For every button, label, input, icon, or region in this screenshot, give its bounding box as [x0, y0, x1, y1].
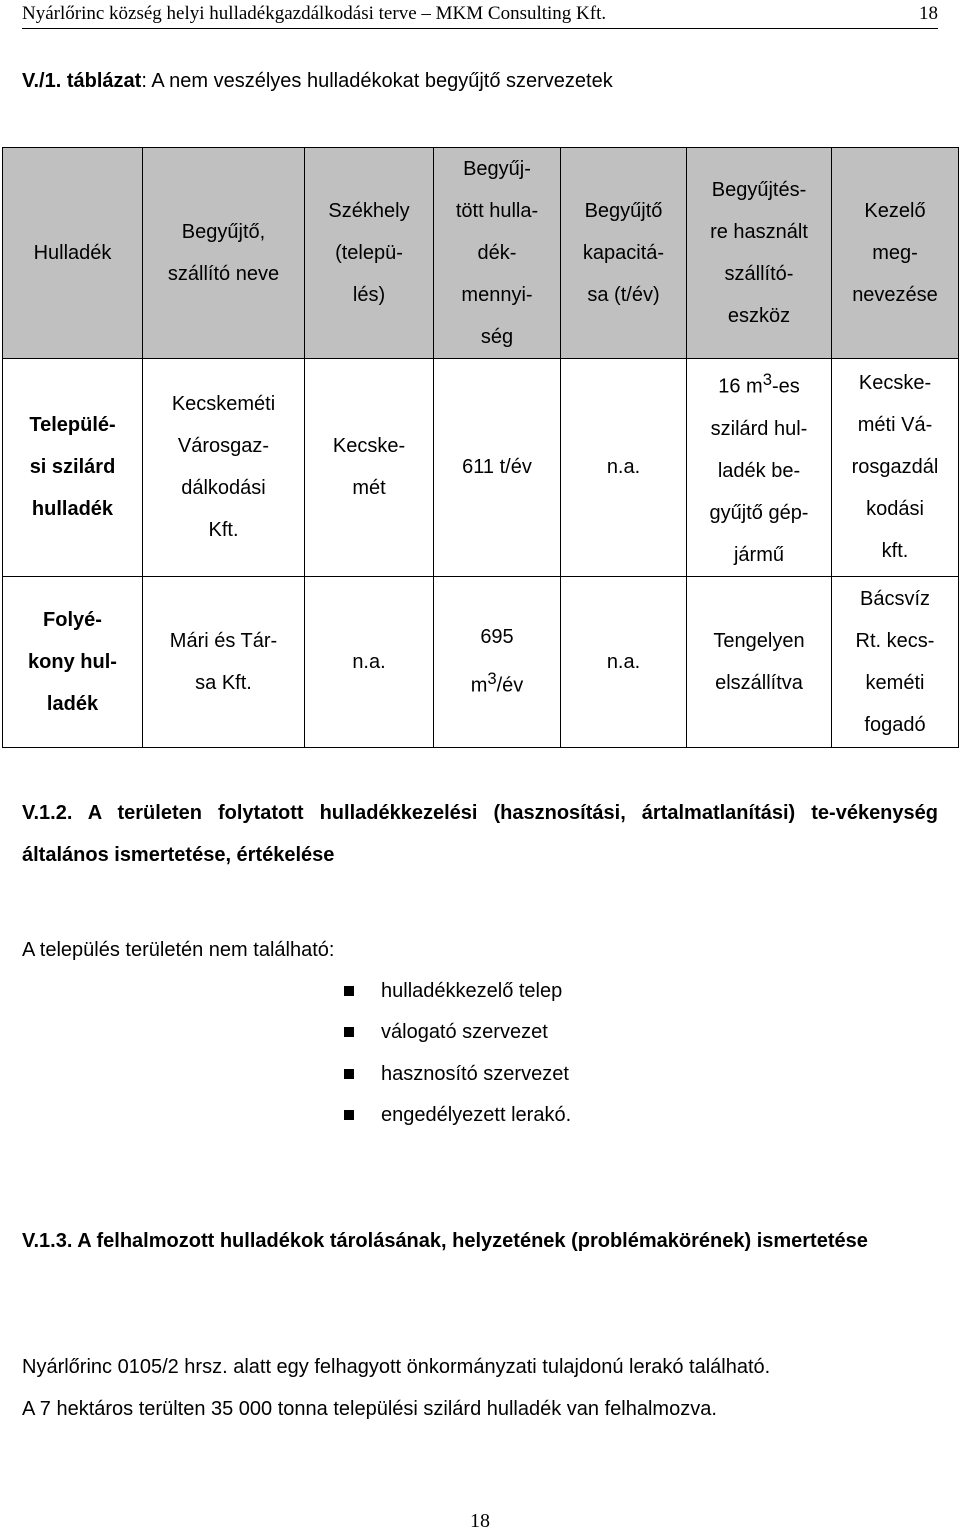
- table-row: [3, 576, 959, 747]
- square-bullet-icon: [344, 986, 354, 996]
- amount-post: /év: [496, 674, 524, 697]
- list-item: [344, 1012, 571, 1053]
- header-cell-handler: Kezelő meg- nevezése: [832, 148, 959, 359]
- caption-text: : A nem veszélyes hulladékokat begyűjtő szervezetek: [141, 70, 613, 92]
- list-item: [344, 1095, 571, 1136]
- section-1-3-title: V.1.3. A felhalmozott hulladékok tárolásának, helyzetének (problémakörének) ismertetése: [22, 1230, 868, 1252]
- table-caption: [22, 66, 613, 96]
- header-title: Nyárlőrinc község helyi hulladékgazdálkodási terve – MKM Consulting Kft.: [22, 3, 607, 24]
- list-item-text: válogató szervezet: [381, 1021, 548, 1044]
- header-cell-capacity: Begyűjtő kapacitá- sa (t/év): [561, 148, 687, 359]
- square-bullet-icon: [344, 1069, 354, 1079]
- header-page-number: 18: [919, 3, 938, 24]
- list-item: [344, 971, 571, 1012]
- cell-seat: Kecske- mét: [305, 359, 434, 577]
- cell-vehicle: Tengelyen elszállítva: [687, 576, 832, 747]
- header-cell-seat: Székhely (telepü- lés): [305, 148, 434, 359]
- vehicle-sup: 3: [762, 370, 772, 389]
- collectors-table: [2, 147, 959, 748]
- cell-amount: 611 t/év: [434, 359, 561, 577]
- section-1-2-intro: A település területén nem található:: [22, 939, 335, 961]
- amount-sup: 3: [487, 669, 497, 689]
- header-cell-collector: Begyűjtő, szállító neve: [143, 148, 305, 359]
- cell-capacity: n.a.: [561, 359, 687, 577]
- not-found-list: [344, 971, 571, 1136]
- cell-vehicle: [687, 359, 832, 577]
- running-header: [22, 0, 938, 29]
- cell-waste: Települé- si szilárd hulladék: [3, 359, 143, 577]
- caption-prefix: V./1. táblázat: [22, 70, 142, 92]
- section-1-3-paragraph: A 7 hektáros terülten 35 000 tonna települési szilárd hulladék van felhalmozva.: [22, 1398, 717, 1420]
- cell-waste: Folyé- kony hul- ladék: [3, 576, 143, 747]
- table-header-row: [3, 148, 959, 359]
- section-1-3-paragraph: Nyárlőrinc 0105/2 hrsz. alatt egy felhagyott önkormányzati tulajdonú lerakó található.: [22, 1356, 771, 1378]
- footer-page-number: 18: [470, 1510, 490, 1532]
- list-item-text: engedélyezett lerakó.: [381, 1103, 572, 1126]
- cell-seat: n.a.: [305, 576, 434, 747]
- cell-handler: Kecske- méti Vá- rosgazdál kodási kft.: [832, 359, 959, 577]
- cell-collector: Kecskeméti Városgaz- dálkodási Kft.: [143, 359, 305, 577]
- square-bullet-icon: [344, 1110, 354, 1120]
- amount-pre: 695 m: [470, 626, 514, 697]
- list-item-text: hulladékkezelő telep: [381, 980, 563, 1002]
- cell-collector: Mári és Tár- sa Kft.: [143, 576, 305, 747]
- list-item-text: hasznosító szervezet: [381, 1062, 569, 1085]
- header-cell-waste: Hulladék: [3, 148, 143, 359]
- cell-capacity: n.a.: [561, 576, 687, 747]
- section-1-2-title: V.1.2. A területen folytatott hulladékkezelési (hasznosítási, ártalmatlanítási) te-vékenység általános ismertetése, értékelése: [22, 802, 938, 866]
- vehicle-pre: 16 m: [718, 375, 763, 398]
- list-item: [344, 1054, 571, 1095]
- header-cell-amount: Begyűj- tött hulla- dék- mennyi- ség: [434, 148, 561, 359]
- header-cell-vehicle: Begyűjtés- re használt szállító- eszköz: [687, 148, 832, 359]
- vehicle-post: -es szilárd hul- ladék be- gyűjtő gép- jármű: [709, 375, 809, 566]
- table-row: [3, 359, 959, 577]
- square-bullet-icon: [344, 1027, 354, 1037]
- cell-amount: [434, 576, 561, 747]
- cell-handler: Bácsvíz Rt. kecs- keméti fogadó: [832, 576, 959, 747]
